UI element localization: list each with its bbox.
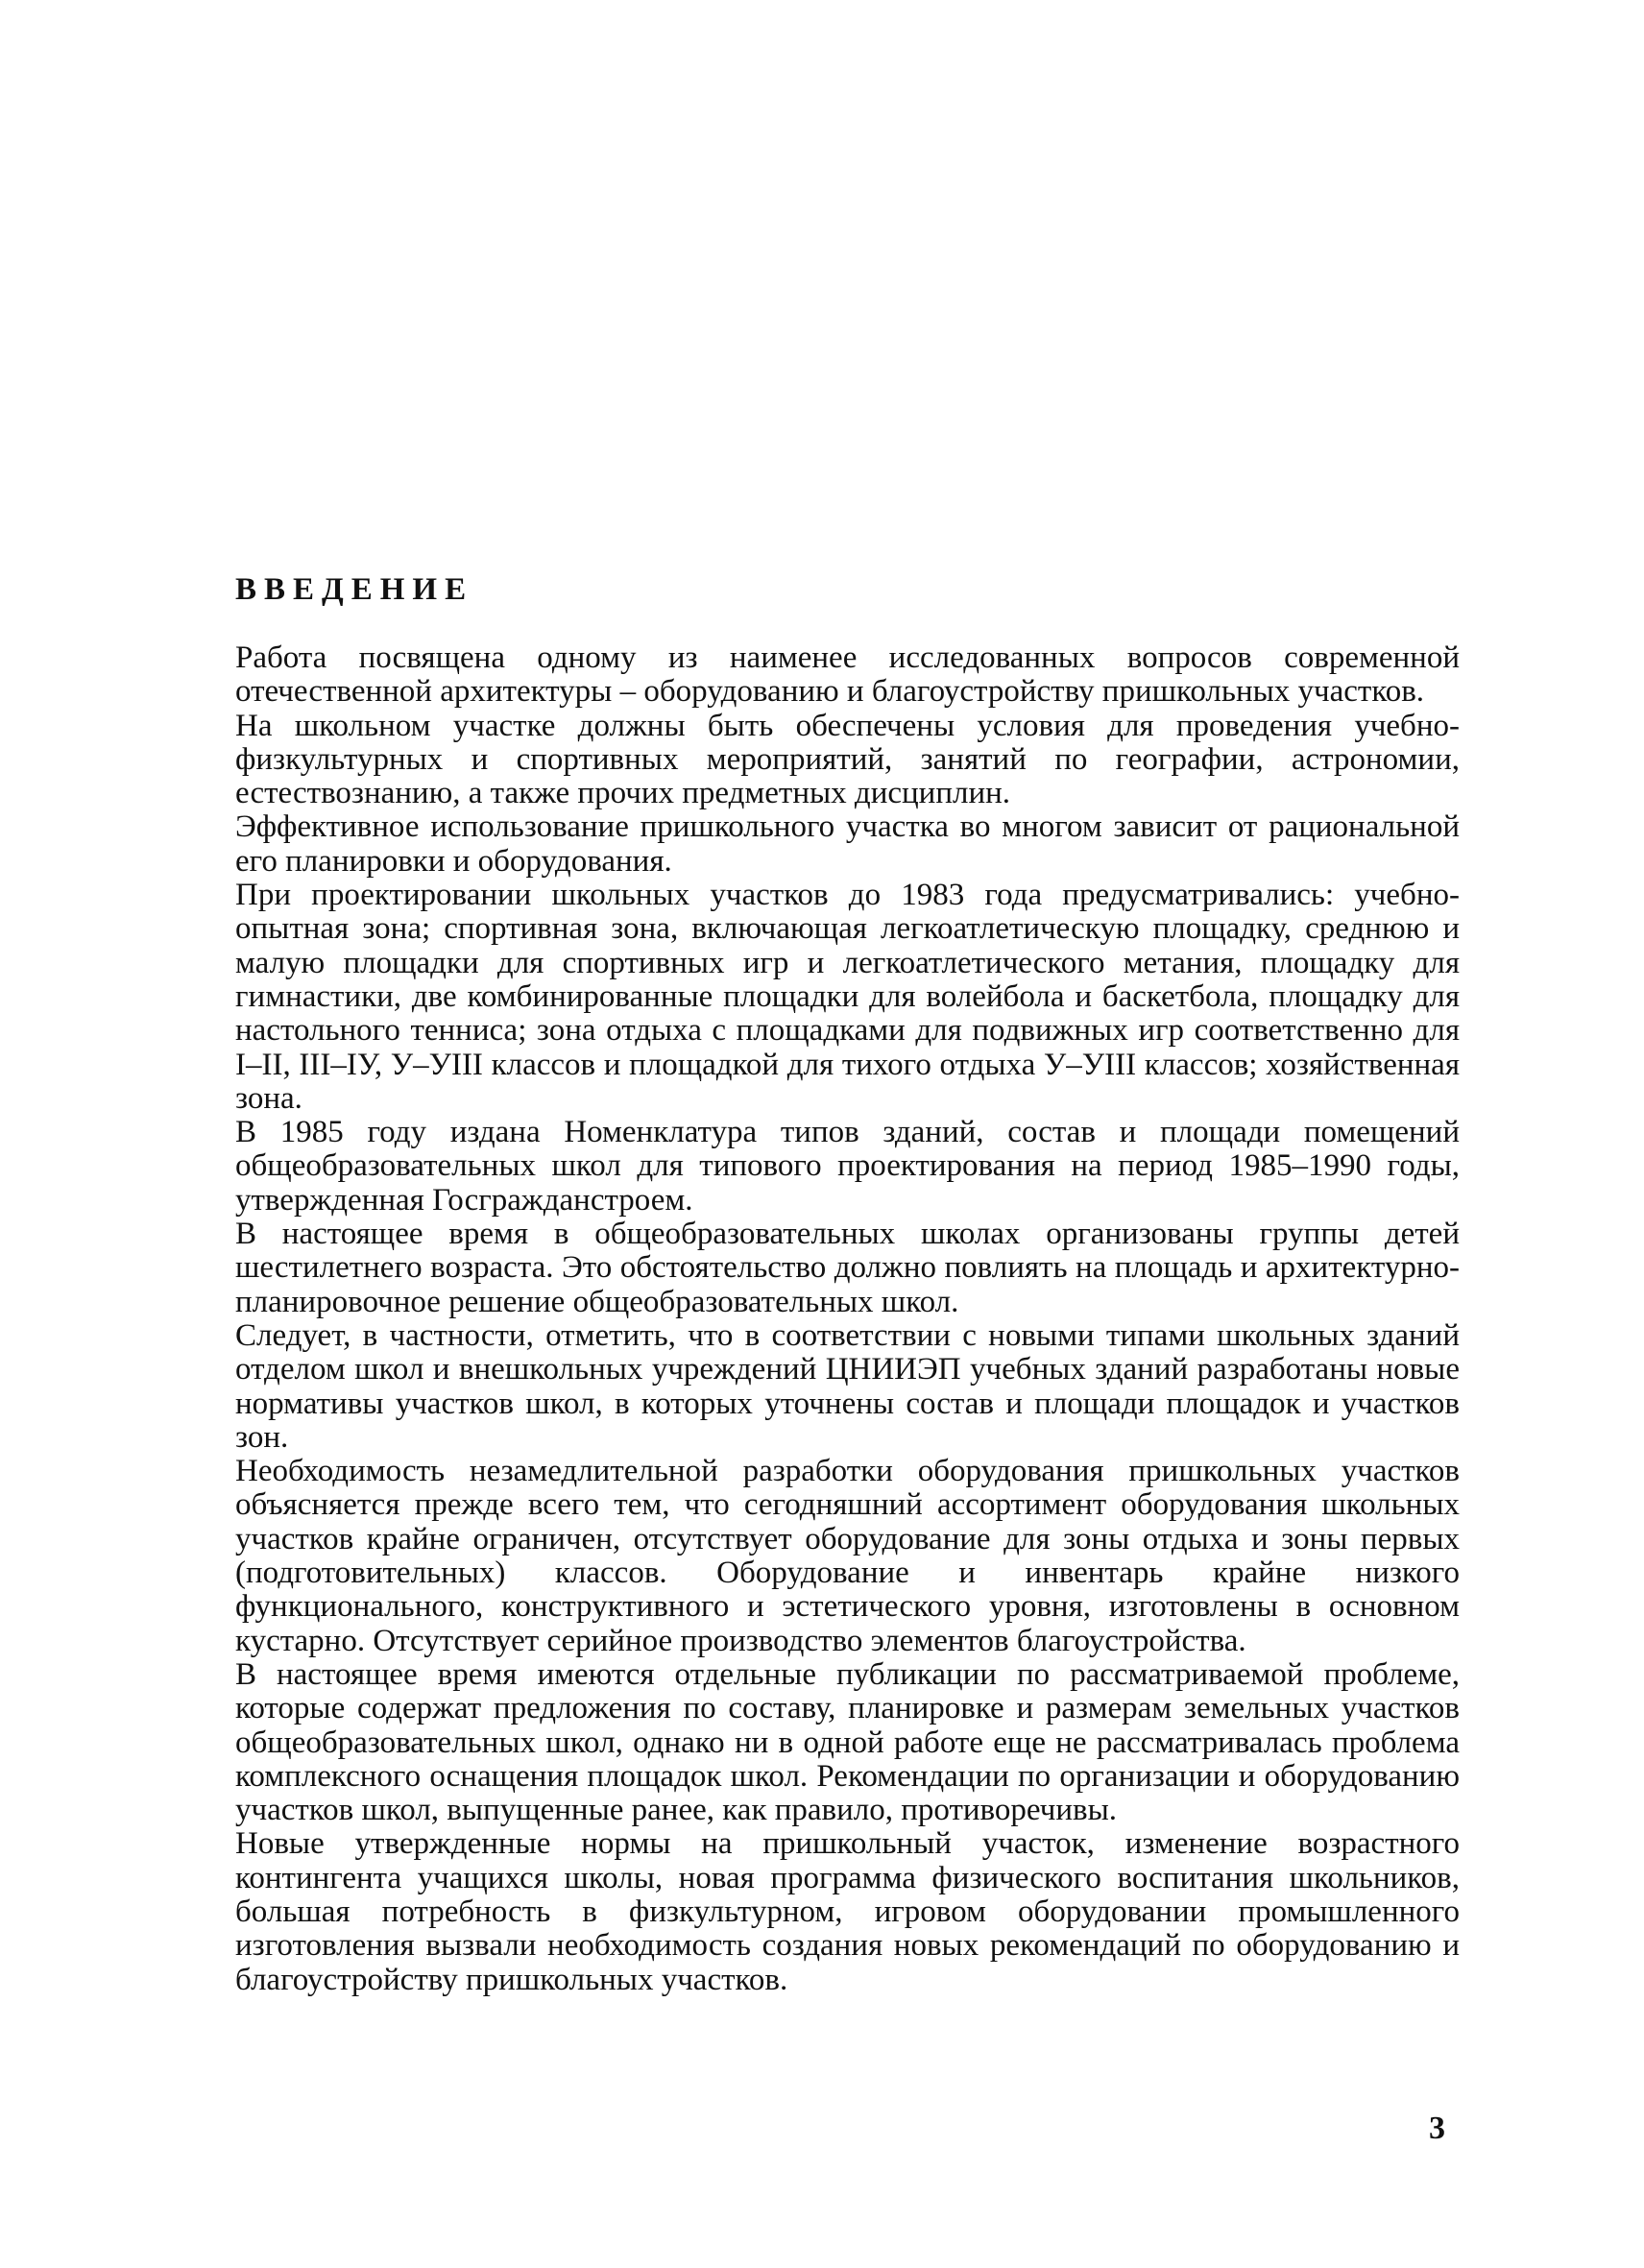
- paragraph-9: В настоящее время имеются отдельные публикации по рассматриваемой проблеме, которые содержат предложения по составу, планировке и размерам земельных участков общеобразовательных школ, однако ни в одной работе еще не рассматривалась проблема комплексного оснащения площадок школ. Рекомендации по организации и оборудованию участков школ, выпущенные ранее, как правило, противоречивы.: [235, 1656, 1460, 1828]
- paragraph-6: В настоящее время в общеобразовательных школах организованы группы детей шестилетнего возраста. Это обстоятельство должно повлиять на площадь и архитектурно-планировочное решение общеобразовательных школ.: [235, 1217, 1460, 1319]
- paragraph-5: В 1985 году издана Номенклатура типов зданий, состав и площади помещений общеобразовательных школ для типового проектирования на период 1985–1990 годы, утвержденная Госгражданстроем.: [235, 1115, 1460, 1218]
- paragraph-8: Необходимость незамедлительной разработки оборудования пришкольных участков объясняется прежде всего тем, что сегодняшний ассортимент оборудования школьных участков крайне ограничен, отсутствует оборудование для зоны отдыха и зоны первых (подготовительных) классов. Оборудование и инвентарь крайне низкого функционального, конструктивного и эстетического уровня, изготовлены в основном кустарно. Отсутствует серийное производство элементов благоустройства.: [235, 1454, 1460, 1658]
- paragraph-2: На школьном участке должны быть обеспечены условия для проведения учебно-физкультурных и спортивных мероприятий, занятий по географии, астрономии, естествознанию, а также прочих предметных дисциплин.: [235, 708, 1460, 811]
- paragraph-1: Работа посвящена одному из наименее исследованных вопросов современной отечественной архитектуры – оборудованию и благоустройству пришкольных участков.: [235, 640, 1460, 710]
- page-number: 3: [1429, 2111, 1445, 2146]
- paragraph-3: Эффективное использование пришкольного участка во многом зависит от рациональной его планировки и оборудования.: [235, 809, 1460, 879]
- body-text: [235, 641, 1460, 1997]
- section-heading: ВВЕДЕНИЕ: [235, 572, 474, 607]
- paragraph-4: При проектировании школьных участков до 1983 года предусматривались: учебно-опытная зона; спортивная зона, включающая легкоатлетическую площадку, среднюю и малую площадки для спортивных игр и легкоатлетического метания, площадку для гимнастики, две комбинированные площадки для волейбола и баскетбола, площадку для настольного тенниса; зона отдыха с площадками для подвижных игр соответственно для I–II, III–IУ, У–УIII классов и площадкой для тихого отдыха У–УIII классов; хозяйственная зона.: [235, 878, 1460, 1116]
- paragraph-10: Новые утвержденные нормы на пришкольный участок, изменение возрастного контингента учащихся школы, новая программа физического воспитания школьников, большая потребность в физкультурном, игровом оборудовании промышленного изготовления вызвали необходимость создания новых рекомендаций по оборудованию и благоустройству пришкольных участков.: [235, 1826, 1460, 1997]
- paragraph-7: Следует, в частности, отметить, что в соответствии с новыми типами школьных зданий отделом школ и внешкольных учреждений ЦНИИЭП учебных зданий разработаны новые нормативы участков школ, в которых уточнены состав и площади площадок и участков зон.: [235, 1317, 1460, 1455]
